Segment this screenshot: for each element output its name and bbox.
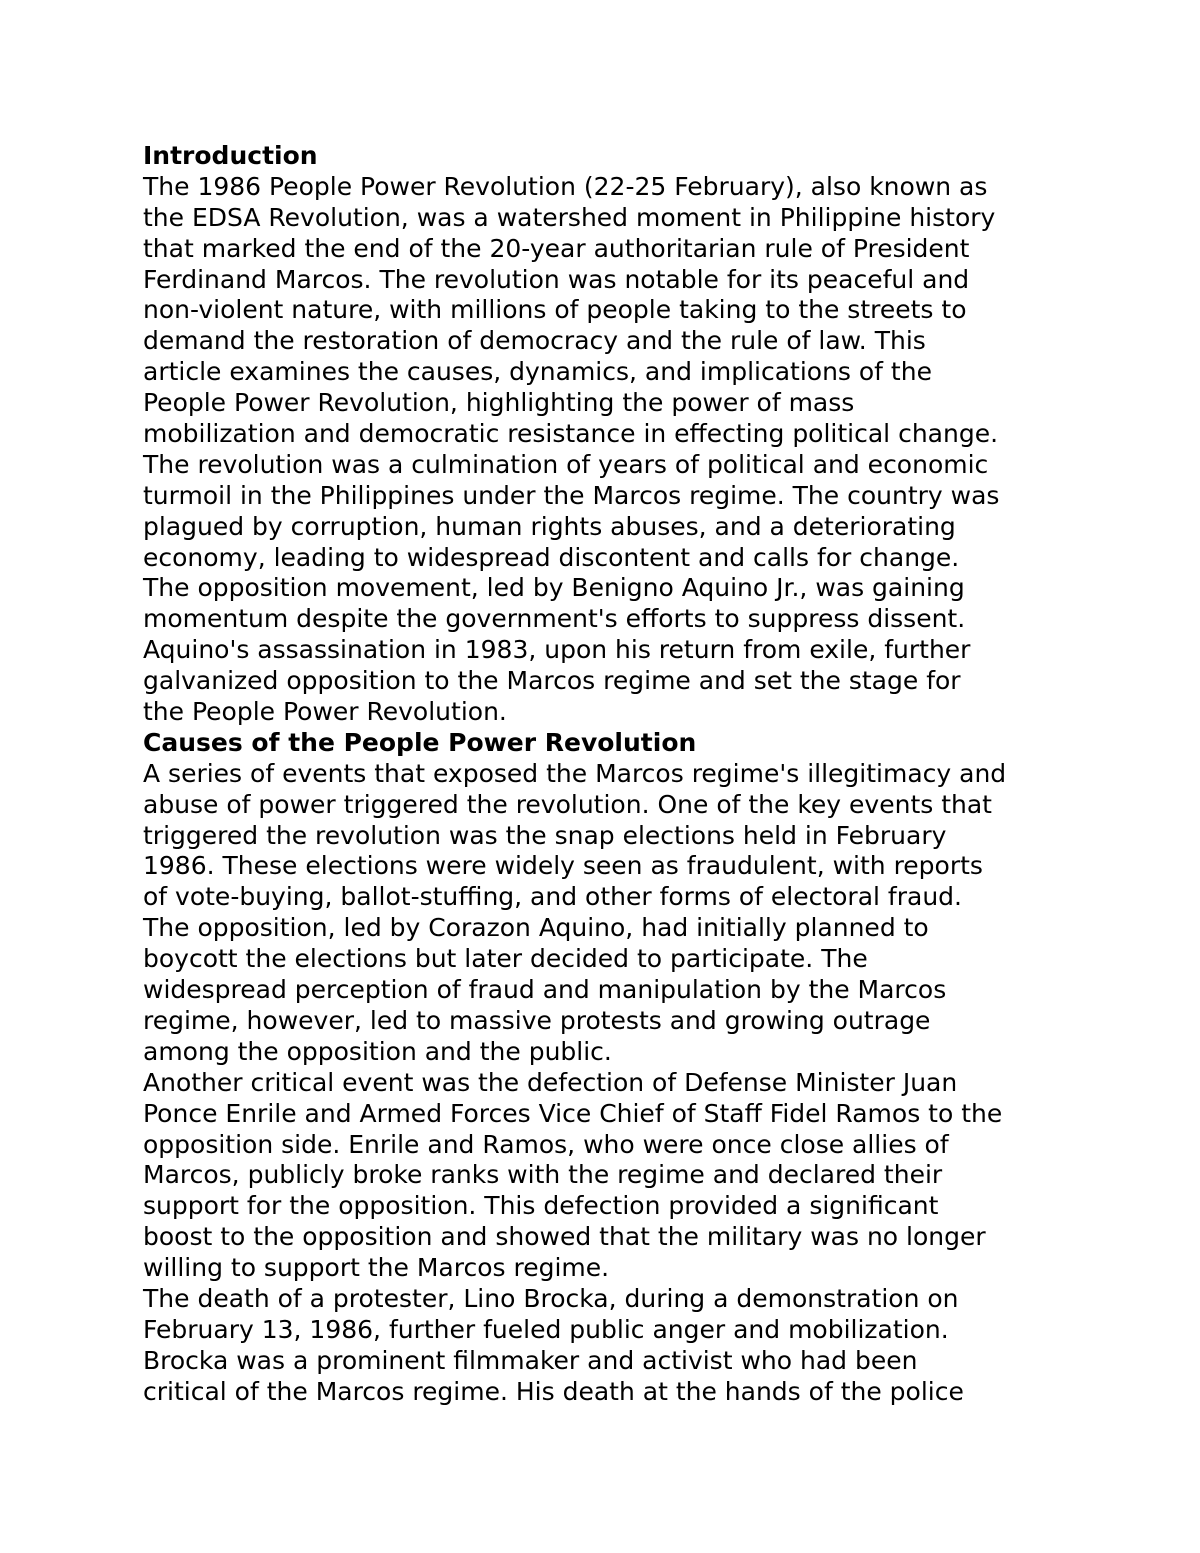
text-line: People Power Revolution, highlighting the power of mass	[143, 388, 855, 418]
text-line: plagued by corruption, human rights abuses, and a deteriorating	[143, 511, 956, 541]
text-line: mobilization and democratic resistance in effecting political change.	[143, 419, 999, 449]
text-line: support for the opposition. This defection provided a significant	[143, 1191, 939, 1221]
text-line: The opposition, led by Corazon Aquino, had initially planned to	[143, 913, 929, 943]
text-line: Ferdinand Marcos. The revolution was notable for its peaceful and	[143, 264, 970, 294]
text-line: economy, leading to widespread discontent and calls for change.	[143, 542, 960, 572]
text-line: boost to the opposition and showed that the military was no longer	[143, 1222, 986, 1252]
text-line: the EDSA Revolution, was a watershed moment in Philippine history	[143, 202, 996, 232]
text-line: critical of the Marcos regime. His death at the hands of the police	[143, 1376, 964, 1406]
text-line: boycott the elections but later decided to participate. The	[143, 944, 868, 974]
text-line: regime, however, led to massive protests and growing outrage	[143, 1005, 931, 1035]
text-line: Another critical event was the defection of Defense Minister Juan	[143, 1067, 958, 1097]
text-line: among the opposition and the public.	[143, 1036, 612, 1066]
text-line: The death of a protester, Lino Brocka, during a demonstration on	[143, 1283, 959, 1313]
text-line: galvanized opposition to the Marcos regime and set the stage for	[143, 666, 961, 696]
text-line: widespread perception of fraud and manipulation by the Marcos	[143, 975, 947, 1005]
text-line: triggered the revolution was the snap elections held in February	[143, 820, 947, 850]
causes-paragraph	[143, 759, 1083, 1408]
text-line: Ponce Enrile and Armed Forces Vice Chief of Staff Fidel Ramos to the	[143, 1098, 1003, 1128]
text-line: A series of events that exposed the Marcos regime's illegitimacy and	[143, 758, 1007, 788]
text-line: 1986. These elections were widely seen as fraudulent, with reports	[143, 851, 983, 881]
text-line: February 13, 1986, further fueled public anger and mobilization.	[143, 1314, 949, 1344]
text-line: turmoil in the Philippines under the Marcos regime. The country was	[143, 480, 1000, 510]
text-line: article examines the causes, dynamics, and implications of the	[143, 357, 932, 387]
text-line: Brocka was a prominent filmmaker and activist who had been	[143, 1345, 918, 1375]
text-line: abuse of power triggered the revolution. One of the key events that	[143, 789, 992, 819]
text-line: non-violent nature, with millions of people taking to the streets to	[143, 295, 967, 325]
intro-heading: Introduction	[143, 141, 318, 170]
causes-heading: Causes of the People Power Revolution	[143, 727, 697, 757]
text-line: The revolution was a culmination of years of political and economic	[143, 449, 989, 479]
text-line: demand the restoration of democracy and the rule of law. This	[143, 326, 926, 356]
text-line: The 1986 People Power Revolution (22-25 February), also known as	[143, 171, 988, 201]
intro-paragraph	[143, 172, 1083, 728]
text-line: the People Power Revolution.	[143, 697, 507, 727]
text-line: that marked the end of the 20-year authoritarian rule of President	[143, 233, 970, 263]
document-body	[143, 141, 1083, 1408]
text-line: momentum despite the government's efforts to suppress dissent.	[143, 604, 966, 634]
text-line: Aquino's assassination in 1983, upon his return from exile, further	[143, 635, 971, 665]
text-line: willing to support the Marcos regime.	[143, 1253, 610, 1283]
text-line: opposition side. Enrile and Ramos, who were once close allies of	[143, 1129, 949, 1159]
text-line: The opposition movement, led by Benigno Aquino Jr., was gaining	[143, 573, 965, 603]
text-line: Marcos, publicly broke ranks with the regime and declared their	[143, 1160, 943, 1190]
text-line: of vote-buying, ballot-stuffing, and other forms of electoral fraud.	[143, 882, 962, 912]
